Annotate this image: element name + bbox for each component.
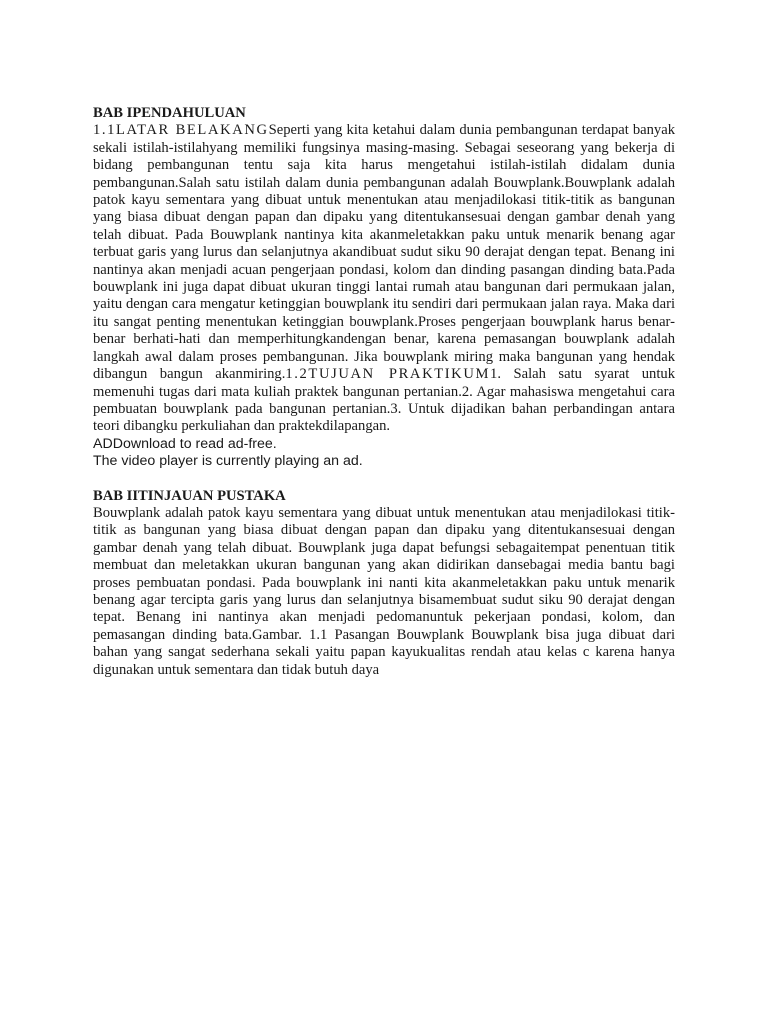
latar-belakang-label: 1.1LATAR BELAKANG [93,122,269,139]
chapter-2-paragraph: Bouwplank adalah patok kayu sementara yang dibuat untuk menentukan atau menjadilokasi titik-titik as bangunan yang biasa dibuat dengan papan dan dipaku yang ditentukansesuai dengan gambar denah yang telah dibuat. Bouwplank juga dapat befungsi sebagaitempat penentuan titik membuat dan meletakkan ukuran bangunan yang akan didirikan dansebagai media bantu bagi proses pembuatan pondasi. Pada bouwplank ini nanti kita akanmeletakkan paku untuk menarik benang agar tercipta garis yang lurus dan selanjutnya bisamembuat sudut siku 90 derajat dengan tepat. Benang ini nantinya akan menjadi pedomanuntuk pekerjaan pondasi, kolom, dan pemasangan dinding bata.Gambar. 1.1 Pasangan Bouwplank Bouwplank bisa juga dibuat dari bahan yang sangat sederhana sekali yaitu papan kayukualitas rendah atau kelas c karena hanya digunakan untuk sementara dan tidak butuh daya [93,504,675,678]
ad-download-link[interactable]: ADDownload to read ad-free. [93,435,277,452]
document-body [93,105,675,679]
tujuan-praktikum-label: 1.2TUJUAN PRAKTIKUM [285,366,491,383]
chapter-1-heading: BAB IPENDAHULUAN [93,105,246,121]
chapter-2-heading: BAB IITINJAUAN PUSTAKA [93,487,286,504]
chapter-1-paragraph [93,122,675,435]
tujuan-praktikum-text: 1. Salah satu syarat untuk memenuhi tugas dari mata kuliah praktek bangunan pertanian.2. Agar mahasiswa mengetahui cara pembuatan bouwplank pada bangunan pertanian.3. Untuk dijadikan bahan perbandingan antara teori dibangku perkuliahan dan praktekdilapangan. [93,366,675,435]
latar-belakang-text: Seperti yang kita ketahui dalam dunia pembangunan terdapat banyak sekali istilah-istilahyang memiliki fungsinya masing-masing. Sebagai seseorang yang bekerja di bidang pembangunan tentu saja kita harus mengetahui istilah-istilah didalam dunia pembangunan.Salah satu istilah dalam dunia pembangunan adalah Bouwplank.Bouwplank adalah patok kayu sementara yang dibuat untuk menentukan atau menjadilokasi titik-titik as bangunan yang biasa dibuat dengan papan dan dipaku yang ditentukansesuai dengan gambar denah yang telah dibuat. Pada Bouwplank nantinya kita akanmeletakkan paku untuk menarik benang agar terbuat garis yang lurus dan selanjutnya akandibuat sudut siku 90 derajat dengan tepat. Benang ini nantinya akan menjadi acuan pengerjaan pondasi, kolom dan dinding pasangan dinding bata.Pada bouwplank ini juga dapat dibuat ukuran tinggi lantai rumah atau bangunan dari permukaan jalan, yaitu dengan cara mengatur ketinggian bouwplank itu sendiri dari permukaan jalan raya. Maka dari itu sangat penting menentukan ketinggian bouwplank.Proses pengerjaan bouwplank harus benar-benar berhati-hati dan memperhitungkandengan benar, karena pemasangan bouwplank adalah langkah awal dalam proses pembangunan. Jika bouwplank miring maka bangunan yang hendak dibangun bangun akanmiring. [93,122,676,383]
ad-video-notice: The video player is currently playing an ad. [93,453,363,470]
section-spacer [93,471,675,488]
